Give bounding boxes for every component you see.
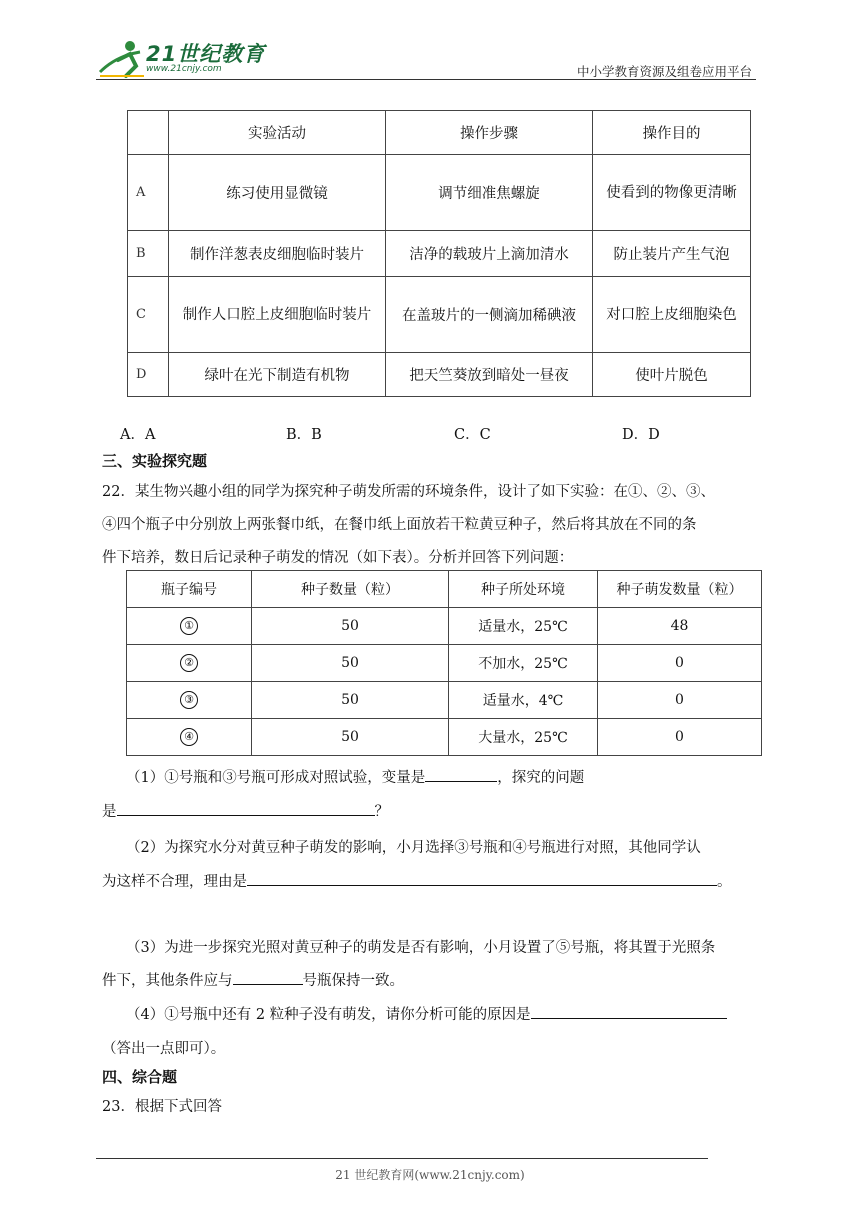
subquestion-2-cont [102,870,732,891]
question-text: ④四个瓶子中分别放上两张餐巾纸，在餐巾纸上面放若干粒黄豆种子，然后将其放在不同的条 [102,517,697,533]
question-text: 是 [102,804,117,820]
table-row [128,231,751,277]
question-text: （4）①号瓶中还有 2 粒种子没有萌发，请你分析可能的原因是 [126,1007,531,1023]
step-cell: 把天竺葵放到暗处一昼夜 [386,353,593,397]
bottle-no-cell [127,682,252,719]
table-header-cell: 实验活动 [169,111,386,155]
question-text: 件下培养，数日后记录种子萌发的情况（如下表）。分析并回答下列问题： [102,550,574,566]
purpose-cell: 使叶片脱色 [593,353,751,397]
table-header-cell: 种子数量（粒） [252,571,449,608]
option-b[interactable]: B．B [286,427,322,443]
table-header-cell: 种子萌发数量（粒） [598,571,762,608]
question-text: ，探究的问题 [497,770,585,786]
table-row [127,645,762,682]
seed-count-cell: 50 [252,645,449,682]
germination-cell: 0 [598,645,762,682]
row-label: A [128,155,169,231]
option-c[interactable]: C．C [454,427,491,443]
platform-name: 中小学教育资源及组卷应用平台 [576,64,752,79]
bottle-number: ④ [180,728,198,746]
row-label: C [128,277,169,353]
bottle-no-cell [127,608,252,645]
question-text: ？ [374,804,389,820]
header-divider [96,79,756,80]
seed-count-cell: 50 [252,608,449,645]
subquestion-2: （2）为探究水分对黄豆种子萌发的影响，小月选择③号瓶和④号瓶进行对照，其他同学认 [126,840,701,856]
table-row [127,682,762,719]
germination-cell: 48 [598,608,762,645]
answer-blank[interactable] [117,801,375,816]
table-row [128,155,751,231]
section-heading: 四、综合题 [102,1068,178,1086]
environment-cell: 不加水，25℃ [449,645,598,682]
seed-germination-table [126,570,762,756]
option-d[interactable]: D．D [622,427,660,443]
question-text: 。 [717,874,732,890]
germination-cell: 0 [598,682,762,719]
environment-cell: 适量水，4℃ [449,682,598,719]
answer-blank[interactable] [247,871,717,886]
logo-url: www.21cnjy.com [146,64,222,74]
question-text: 22．某生物兴趣小组的同学为探究种子萌发所需的环境条件，设计了如下实验：在①、②、③、 [102,484,715,500]
purpose-cell: 对口腔上皮细胞染色 [593,277,751,353]
step-cell: 洁净的载玻片上滴加清水 [386,231,593,277]
step-cell: 在盖玻片的一侧滴加稀碘液 [386,277,593,353]
bottle-no-cell [127,645,252,682]
seed-count-cell: 50 [252,682,449,719]
seed-count-cell: 50 [252,719,449,756]
footer-divider [96,1158,708,1159]
subquestion-1 [126,766,584,787]
purpose-cell: 防止装片产生气泡 [593,231,751,277]
bottle-number: ③ [180,691,198,709]
bottle-number: ② [180,654,198,672]
question-text: （1）①号瓶和③号瓶可形成对照试验，变量是 [126,770,426,786]
table-header-cell [128,111,169,155]
activity-cell: 制作洋葱表皮细胞临时装片 [169,231,386,277]
activity-cell: 绿叶在光下制造有机物 [169,353,386,397]
logo-text: 21世纪教育 [146,42,266,66]
question-text: 为这样不合理，理由是 [102,874,247,890]
table-header-cell: 操作目的 [593,111,751,155]
row-label: D [128,353,169,397]
table-header-row [127,571,762,608]
question-text: 号瓶保持一致。 [302,973,404,989]
activity-cell: 练习使用显微镜 [169,155,386,231]
subquestion-1-cont [102,800,389,821]
row-label: B [128,231,169,277]
germination-cell: 0 [598,719,762,756]
footer-text[interactable]: 21 世纪教育网(www.21cnjy.com) [335,1168,525,1182]
environment-cell: 适量水，25℃ [449,608,598,645]
question-text: 23．根据下式回答 [102,1099,222,1115]
table-row [127,719,762,756]
purpose-cell: 使看到的物像更清晰 [593,155,751,231]
option-a[interactable]: A．A [120,427,156,443]
subquestion-4 [126,1003,727,1024]
table-header-cell: 种子所处环境 [449,571,598,608]
subquestion-3: （3）为进一步探究光照对黄豆种子的萌发是否有影响，小月设置了⑤号瓶，将其置于光照条 [126,940,716,956]
table-row [128,277,751,353]
table-row [127,608,762,645]
step-cell: 调节细准焦螺旋 [386,155,593,231]
table-header-cell: 瓶子编号 [127,571,252,608]
activity-cell: 制作人口腔上皮细胞临时装片 [169,277,386,353]
experiment-table [127,110,751,397]
section-heading: 三、实验探究题 [102,452,208,470]
bottle-number: ① [180,617,198,635]
bottle-no-cell [127,719,252,756]
table-row [128,353,751,397]
table-header-cell: 操作步骤 [386,111,593,155]
question-text: 件下，其他条件应与 [102,973,233,989]
answer-blank[interactable] [531,1004,727,1019]
answer-blank[interactable] [425,767,497,782]
subquestion-3-cont [102,969,404,990]
subquestion-4-cont: （答出一点即可）。 [102,1041,226,1057]
answer-blank[interactable] [233,970,303,985]
table-header-row [128,111,751,155]
environment-cell: 大量水，25℃ [449,719,598,756]
